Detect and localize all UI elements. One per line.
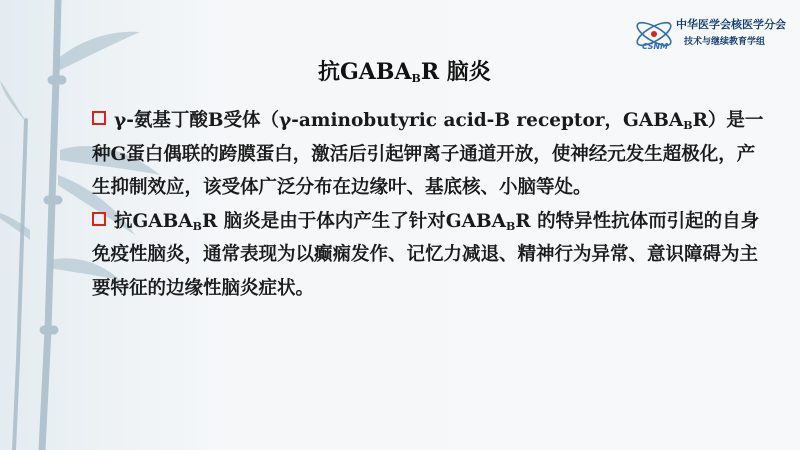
paragraph-anti-gabab-encephalitis: 抗$GABA_BR$ 脑炎是由于体内产生了针对$GABA_BR$ 的特异性抗体而引起的自身免疫性脑炎，通常表现为以癫痫发作、记忆力减退、精神行为异常、意识障碍为主要特征的边缘性脑炎症状。	[92, 210, 760, 299]
hollow-square-bullet-icon	[92, 212, 106, 226]
hollow-square-bullet-icon	[92, 111, 106, 125]
organization-logo	[632, 12, 792, 56]
logo-department-name: 技术与继续教育学组	[684, 37, 766, 47]
slide-body	[92, 104, 772, 305]
slide-title: 抗$GABA_BR$ 脑炎	[318, 59, 491, 85]
paragraph-gabab-receptor: γ-氨基丁酸B受体（γ-aminobutyric acid-B receptor，$GABA_BR$）是一种G蛋白偶联的跨膜蛋白，激活后引起钾离子通道开放，使神经元发生超极化，产生抑制效应，该受体广泛分布在边缘叶、基底核、小脑等处。	[92, 110, 764, 198]
logo-abbreviation: CSNM	[642, 42, 669, 51]
logo-organization-name: 中华医学会核医学分会	[676, 18, 786, 31]
